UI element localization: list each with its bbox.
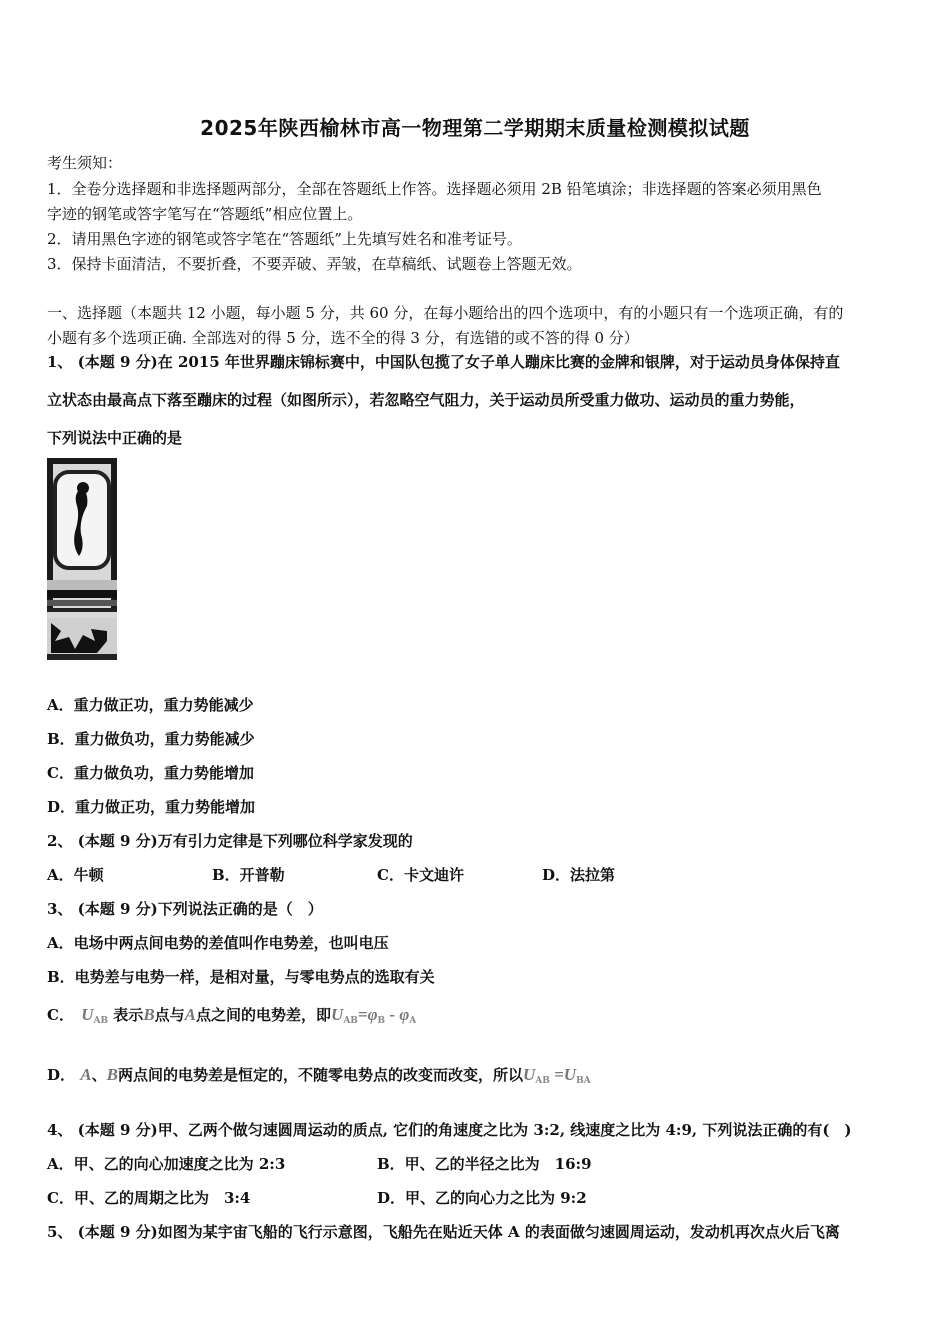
notice-heading: 考生须知：	[47, 154, 123, 172]
option-d-text: 两点间的电势差是恒定的，不随零电势点的改变而改变，所以	[117, 1066, 523, 1084]
option-c-label: C．	[47, 1006, 74, 1024]
question-4-option-a[interactable]: A．甲、乙的向心加速度之比为 2:3	[47, 1155, 286, 1173]
equation-subscript-b: B	[377, 1016, 386, 1026]
equation-u: U	[331, 1005, 344, 1024]
question-3-option-d[interactable]	[47, 1064, 591, 1086]
symbol-u: U	[81, 1005, 94, 1024]
notice-item-2: 2．请用黑色字迹的钢笔或答字笔在“答题纸”上先填写姓名和准考证号。	[47, 230, 522, 248]
equation-u-ab: U	[522, 1065, 536, 1084]
subscript-ab: AB	[93, 1016, 109, 1026]
option-c-text-2: 点与	[154, 1006, 185, 1024]
question-1-stem-cont: 立状态由最高点下落至蹦床的过程（如图所示），若忽略空气阻力，关于运动员所受重力做功、运动员的重力势能，	[47, 391, 805, 409]
equation-subscript-ab: AB	[343, 1016, 358, 1026]
equation-minus-phi-a: - φ	[385, 1005, 410, 1024]
question-1-option-a[interactable]: A．重力做正功，重力势能减少	[47, 696, 254, 714]
option-d-label: D．	[47, 1066, 76, 1084]
question-4-option-b[interactable]: B．甲、乙的半径之比为 16:9	[377, 1155, 592, 1173]
symbol-a: A	[184, 1005, 197, 1024]
trampoline-photo	[47, 458, 117, 660]
question-4-option-c[interactable]: C．甲、乙的周期之比为 3:4	[47, 1189, 251, 1207]
equation-phi-b: =φ	[357, 1005, 378, 1024]
section-heading-cont: 小题有多个选项正确. 全部选对的得 5 分，选不全的得 3 分，有选错的或不答的得 0 分）	[47, 329, 639, 347]
question-4-option-d[interactable]: D．甲、乙的向心力之比为 9:2	[377, 1189, 587, 1207]
symbol-a: A	[80, 1065, 92, 1084]
notice-item-1-cont: 字迹的钢笔或答字笔写在“答题纸”相应位置上。	[47, 205, 363, 223]
question-1-option-c[interactable]: C．重力做负功，重力势能增加	[47, 764, 254, 782]
page-title: 2025年陕西榆林市高一物理第二学期期末质量检测模拟试题	[200, 116, 750, 140]
separator: 、	[91, 1066, 107, 1084]
question-1-option-b[interactable]: B．重力做负功，重力势能减少	[47, 730, 255, 748]
question-2-option-c[interactable]: C．卡文迪许	[377, 866, 464, 884]
question-1-stem: 1、 (本题 9 分)在 2015 年世界蹦床锦标赛中，中国队包揽了女子单人蹦床比赛的金牌和银牌，对于运动员身体保持直	[47, 353, 840, 371]
symbol-b: B	[106, 1065, 118, 1084]
question-2-option-d[interactable]: D．法拉第	[542, 866, 616, 884]
equation-equals-u: =U	[549, 1065, 577, 1084]
equation-subscript-ab: AB	[535, 1076, 550, 1086]
question-3-option-b[interactable]: B．电势差与电势一样，是相对量，与零电势点的选取有关	[47, 968, 435, 986]
question-2-stem: 2、 (本题 9 分)万有引力定律是下列哪位科学家发现的	[47, 832, 413, 850]
question-2-option-b[interactable]: B．开普勒	[212, 866, 285, 884]
section-heading: 一、选择题（本题共 12 小题，每小题 5 分，共 60 分，在每小题给出的四个选项中，有的小题只有一个选项正确，有的	[47, 304, 844, 322]
question-1-stem-end: 下列说法中正确的是	[47, 429, 183, 447]
notice-item-1: 1．全卷分选择题和非选择题两部分，全部在答题纸上作答。选择题必须用 2B 铅笔填涂；非选择题的答案必须用黑色	[47, 180, 822, 198]
trampoline-athlete-image	[47, 458, 117, 660]
question-3-option-a[interactable]: A．电场中两点间电势的差值叫作电势差，也叫电压	[47, 934, 389, 952]
equation-subscript-a: A	[409, 1016, 417, 1026]
notice-item-3: 3．保持卡面清洁，不要折叠，不要弄破、弄皱，在草稿纸、试题卷上答题无效。	[47, 255, 582, 273]
equation-subscript-ba: BA	[576, 1076, 591, 1086]
question-1-option-d[interactable]: D．重力做正功，重力势能增加	[47, 798, 256, 816]
option-c-text-1: 表示	[113, 1006, 144, 1024]
question-3-stem: 3、 (本题 9 分)下列说法正确的是（ ）	[47, 900, 323, 918]
question-5-stem: 5、 (本题 9 分)如图为某宇宙飞船的飞行示意图，飞船先在贴近天体 A 的表面做匀速圆周运动，发动机再次点火后飞离	[47, 1223, 840, 1241]
question-4-stem: 4、 (本题 9 分)甲、乙两个做匀速圆周运动的质点, 它们的角速度之比为 3:2, 线速度之比为 4:9, 下列说法正确的有( )	[47, 1121, 852, 1139]
question-2-option-a[interactable]: A．牛顿	[47, 866, 104, 884]
question-3-option-c[interactable]	[47, 1004, 416, 1026]
option-c-text-3: 点之间的电势差，即	[196, 1006, 332, 1024]
symbol-b: B	[143, 1005, 155, 1024]
